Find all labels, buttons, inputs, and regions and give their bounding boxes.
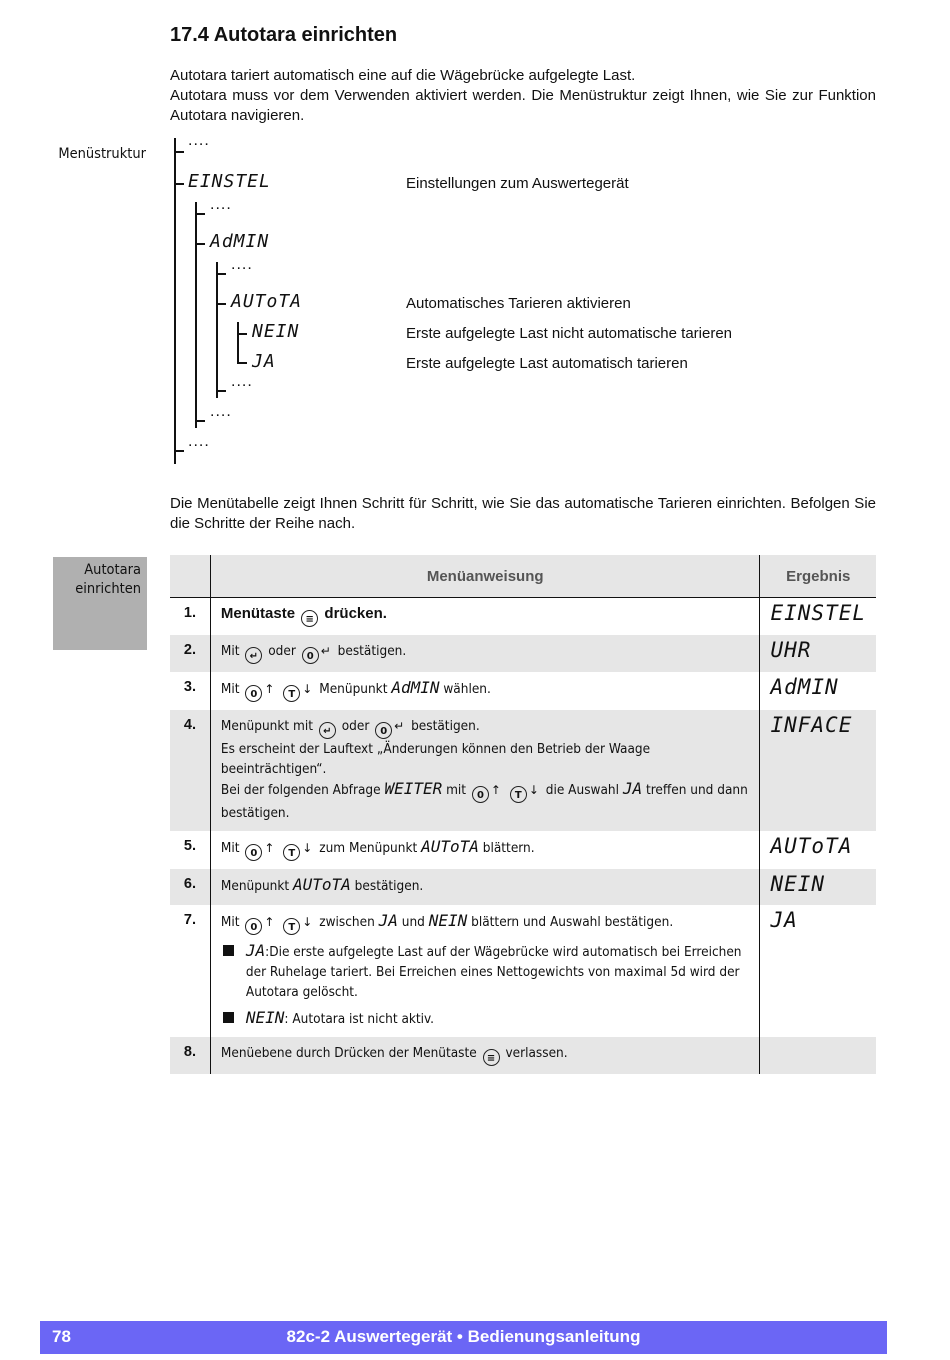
intro-line-1: Autotara tariert automatisch eine auf die Wägebrücke aufgelegte Last. bbox=[170, 67, 636, 84]
step-result: EINSTEL bbox=[770, 601, 866, 625]
arrow-up-icon: ↑ bbox=[264, 682, 275, 696]
step-text: und bbox=[401, 914, 425, 930]
bullet-item bbox=[221, 941, 750, 1002]
arrow-up-icon: ↑ bbox=[490, 783, 501, 797]
zero-key-icon: 0 bbox=[472, 786, 489, 803]
enter-key-icon: ↵ bbox=[245, 647, 262, 664]
arrow-up-icon: ↑ bbox=[264, 915, 275, 929]
step-result bbox=[760, 1037, 876, 1074]
bullet-square-icon bbox=[223, 945, 234, 956]
step-instruction bbox=[210, 672, 760, 710]
section-title: 17.4 Autotara einrichten bbox=[170, 24, 398, 46]
step-instruction bbox=[210, 831, 760, 869]
step-text: blättern und Auswahl bestätigen. bbox=[471, 914, 674, 930]
step-number: 4. bbox=[170, 710, 210, 831]
zero-key-icon: 0 bbox=[245, 844, 262, 861]
header-number bbox=[170, 555, 210, 598]
step-number: 3. bbox=[170, 672, 210, 710]
intro-line-2: Autotara muss vor dem Verwenden aktiviert werden. Die Menüstruktur zeigt Ihnen, wie Sie zur Funktion Autotara navigieren. bbox=[170, 87, 876, 124]
zero-key-icon: 0 bbox=[245, 685, 262, 702]
side-box bbox=[53, 557, 147, 650]
intro-text bbox=[170, 66, 876, 126]
tree-node-ja: JA bbox=[252, 351, 276, 372]
step-text: verlassen. bbox=[505, 1045, 568, 1061]
page-number: 78 bbox=[52, 1327, 71, 1346]
arrow-down-icon: ↓ bbox=[302, 841, 313, 855]
step-text: Bei der folgenden Abfrage bbox=[220, 782, 381, 798]
tree-row bbox=[170, 373, 876, 408]
step-number: 6. bbox=[170, 869, 210, 905]
table-intro-text: Die Menütabelle zeigt Ihnen Schritt für Schritt, wie Sie das automatische Tarieren einrichten. Befolgen Sie die Schritte der Reihe nach. bbox=[170, 495, 876, 532]
step-line bbox=[221, 779, 750, 823]
step-text: Mit bbox=[220, 643, 240, 659]
tree-row bbox=[170, 403, 876, 438]
tree-dots: .... bbox=[210, 403, 232, 420]
step-result: AdMIN bbox=[770, 675, 839, 699]
tree-desc-einstel: Einstellungen zum Auswertegerät bbox=[406, 175, 629, 192]
step-text: : Autotara ist nicht aktiv. bbox=[284, 1011, 435, 1027]
header-instruction: Menüanweisung bbox=[210, 555, 760, 598]
tree-row bbox=[170, 134, 876, 164]
step-instruction bbox=[210, 905, 760, 1037]
tree-row-einstel bbox=[170, 168, 876, 198]
zero-key-icon: 0 bbox=[245, 918, 262, 935]
menu-structure-label: Menüstruktur bbox=[58, 146, 146, 162]
arrow-down-icon: ↓ bbox=[302, 915, 313, 929]
arrow-up-icon: ↑ bbox=[264, 841, 275, 855]
step-instruction bbox=[210, 710, 760, 831]
tree-desc-ja: Erste aufgelegte Last automatisch tarieren bbox=[406, 355, 688, 372]
step-instruction bbox=[210, 635, 760, 672]
header-result: Ergebnis bbox=[760, 555, 876, 598]
menu-table bbox=[170, 555, 876, 1074]
step-text: drücken. bbox=[324, 605, 387, 622]
step-number: 8. bbox=[170, 1037, 210, 1074]
bullet-item bbox=[221, 1008, 750, 1029]
step-instruction bbox=[210, 598, 760, 636]
step-result: JA bbox=[770, 908, 798, 932]
tree-dots: .... bbox=[188, 433, 210, 450]
bullet-square-icon bbox=[223, 1012, 234, 1023]
tare-key-icon: T bbox=[283, 685, 300, 702]
lcd-text: NEIN bbox=[428, 911, 468, 930]
step-text: Mit bbox=[220, 681, 240, 697]
lcd-text: AUToTA bbox=[293, 875, 351, 894]
lcd-text: JA bbox=[378, 911, 398, 930]
step-text: oder bbox=[268, 643, 296, 659]
step-text: bestätigen. bbox=[354, 878, 424, 894]
tree-row-nein bbox=[170, 318, 876, 348]
table-row bbox=[170, 598, 876, 636]
tare-key-icon: T bbox=[283, 918, 300, 935]
lcd-text: NEIN bbox=[245, 1008, 285, 1027]
step-instruction bbox=[210, 1037, 760, 1074]
lcd-text: JA bbox=[245, 941, 266, 960]
bullet-text bbox=[246, 1008, 434, 1029]
tree-row-admin bbox=[170, 228, 876, 258]
tare-key-icon: T bbox=[283, 844, 300, 861]
step-text: bestätigen. bbox=[411, 718, 480, 734]
footer-title: 82c-2 Auswertegerät • Bedienungsanleitung bbox=[286, 1327, 641, 1346]
table-row bbox=[170, 905, 876, 1037]
step-text: Mit bbox=[220, 840, 240, 856]
tree-desc-autota: Automatisches Tarieren aktivieren bbox=[406, 295, 631, 312]
enter-key-icon: ↵ bbox=[319, 722, 336, 739]
table-row bbox=[170, 710, 876, 831]
bullet-text bbox=[246, 941, 750, 1002]
step-instruction bbox=[210, 869, 760, 905]
table-row bbox=[170, 831, 876, 869]
lcd-text: AUToTA bbox=[421, 837, 479, 856]
tree-dots: .... bbox=[231, 373, 253, 390]
zero-key-icon: 0 bbox=[302, 647, 319, 664]
lcd-text: JA bbox=[622, 779, 643, 798]
lcd-text: AdMIN bbox=[391, 678, 440, 697]
step-text: :Die erste aufgelegte Last auf der Wägebrücke wird automatisch bei Erreichen der Ruhelage tariert. Bei Erreichen eines Nettogewichts von maximal 5d wird der Autotara gelöscht. bbox=[245, 944, 742, 1000]
step-text: mit bbox=[446, 782, 467, 798]
tree-node-autota: AUToTA bbox=[231, 291, 303, 312]
menu-key-icon: ≡ bbox=[483, 1049, 500, 1066]
tree-row bbox=[170, 433, 876, 468]
table-row bbox=[170, 672, 876, 710]
step-number: 2. bbox=[170, 635, 210, 672]
tare-key-icon: T bbox=[510, 786, 527, 803]
step-result: AUToTA bbox=[770, 834, 853, 858]
step-result: UHR bbox=[760, 635, 876, 672]
step-text: die Auswahl bbox=[545, 782, 619, 798]
tree-row-ja bbox=[170, 348, 876, 378]
arrow-down-icon: ↓ bbox=[528, 783, 539, 797]
step-text: Menütaste bbox=[220, 605, 296, 622]
tree-desc-nein: Erste aufgelegte Last nicht automatische tarieren bbox=[406, 325, 733, 342]
tree-dots: .... bbox=[210, 196, 232, 213]
step-text: zum Menüpunkt bbox=[319, 840, 418, 856]
lcd-text: WEITER bbox=[384, 779, 443, 798]
arrow-down-icon: ↓ bbox=[302, 682, 313, 696]
table-row bbox=[170, 1037, 876, 1074]
step-text: Menüpunkt bbox=[220, 878, 290, 894]
tree-row bbox=[170, 198, 876, 228]
step-text: Mit bbox=[220, 914, 240, 930]
step-text: Menüpunkt bbox=[319, 681, 388, 697]
tree-dots: .... bbox=[231, 256, 253, 273]
menu-key-icon: ≡ bbox=[301, 610, 318, 627]
tree-row bbox=[170, 258, 876, 288]
tree-row-autota bbox=[170, 288, 876, 318]
tree-node-admin: AdMIN bbox=[210, 231, 270, 252]
enter-arrow-icon: ↵ bbox=[320, 644, 331, 658]
step-number: 5. bbox=[170, 831, 210, 869]
tree-node-nein: NEIN bbox=[252, 321, 300, 342]
step-text: oder bbox=[341, 718, 370, 734]
step-line bbox=[221, 716, 750, 739]
step-text: bestätigen. bbox=[337, 643, 407, 659]
step-text: Menüebene durch Drücken der Menütaste bbox=[220, 1045, 477, 1061]
menu-tree bbox=[170, 134, 876, 474]
step-result: NEIN bbox=[760, 869, 876, 905]
step-line: Es erscheint der Lauftext „Änderungen können den Betrieb der Waage beeinträchtigen“. bbox=[220, 741, 651, 777]
step-text: zwischen bbox=[319, 914, 375, 930]
step-line bbox=[221, 911, 750, 935]
step-text: treffen und dann bestätigen. bbox=[220, 782, 748, 821]
table-header-row bbox=[170, 555, 876, 598]
step-number: 1. bbox=[170, 598, 210, 636]
side-box-label: Autotara einrichten bbox=[75, 562, 141, 597]
zero-key-icon: 0 bbox=[375, 722, 392, 739]
step-text: Menüpunkt mit bbox=[220, 718, 313, 734]
enter-arrow-icon: ↵ bbox=[394, 719, 405, 733]
tree-node-einstel: EINSTEL bbox=[188, 171, 271, 192]
table-row bbox=[170, 869, 876, 905]
step-text: wählen. bbox=[443, 681, 491, 697]
step-result: INFACE bbox=[760, 710, 876, 831]
step-number: 7. bbox=[170, 905, 210, 1037]
page-footer bbox=[40, 1321, 887, 1354]
tree-dots: .... bbox=[188, 132, 210, 149]
table-row bbox=[170, 635, 876, 672]
step-text: blättern. bbox=[482, 840, 535, 856]
